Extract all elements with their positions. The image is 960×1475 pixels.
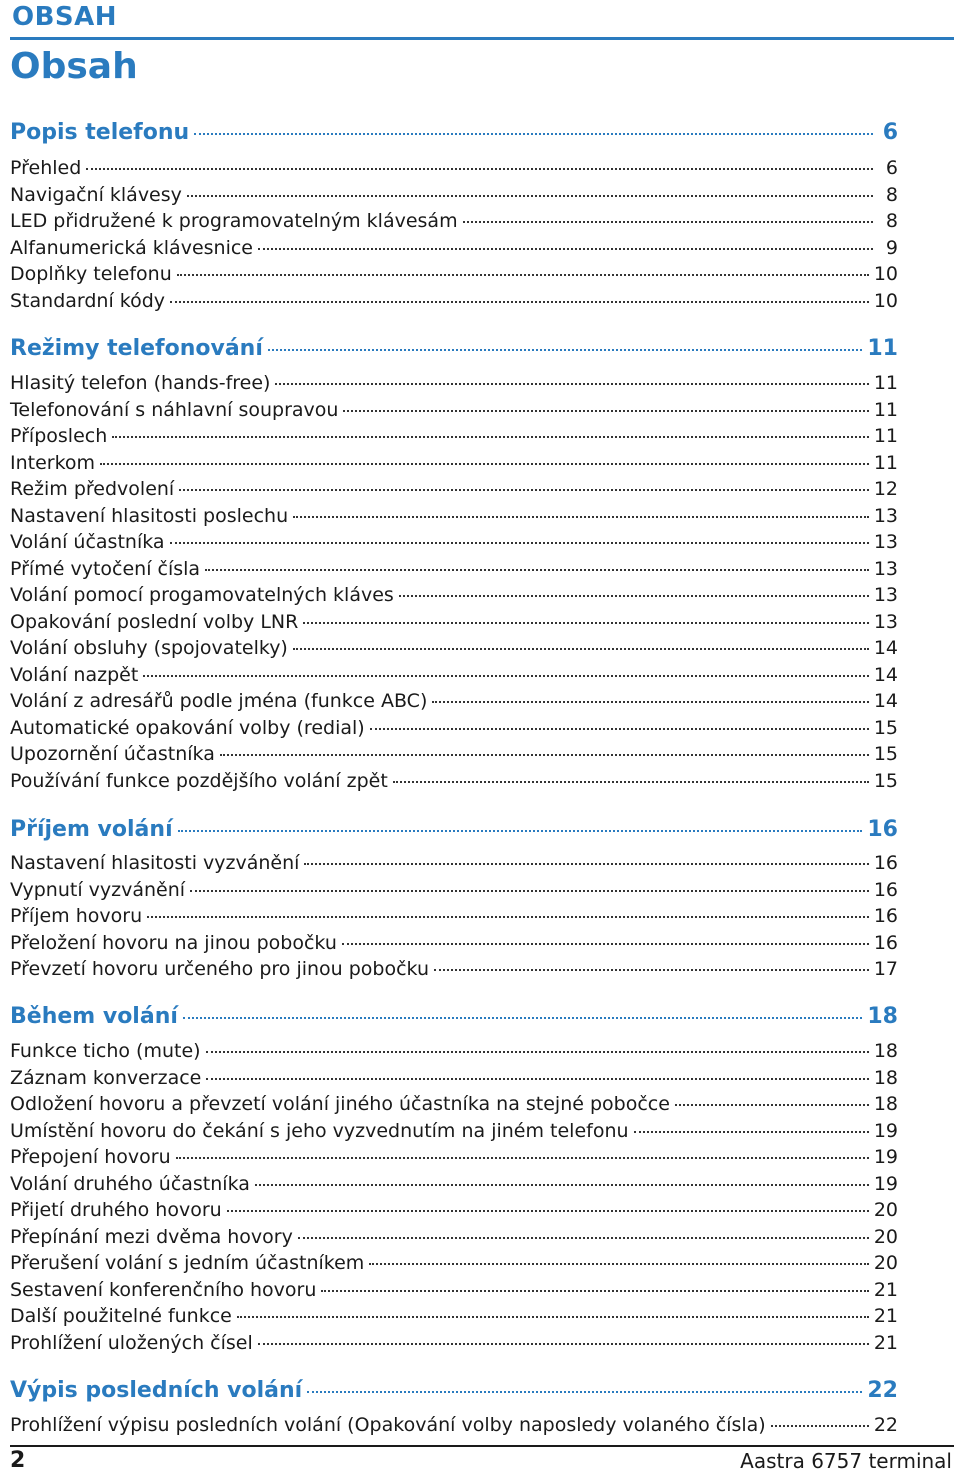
toc-leader-dots — [237, 1316, 869, 1318]
toc-entry-page: 10 — [873, 289, 898, 312]
toc-entry-label: LED přidružené k programovatelným klávesám — [10, 210, 458, 232]
toc-entry-page: 6 — [885, 157, 898, 179]
toc-section[interactable] — [10, 1002, 898, 1032]
toc-section[interactable] — [10, 118, 898, 148]
toc-entry-page: 16 — [873, 931, 898, 954]
toc-entry-page: 20 — [873, 1199, 898, 1221]
toc-entry-label: Přehled — [10, 157, 82, 179]
toc-entry[interactable] — [10, 768, 898, 794]
toc-leader-dots — [220, 754, 869, 756]
toc-entry[interactable] — [10, 1091, 898, 1117]
toc-entry-page: 16 — [873, 878, 898, 901]
toc-entry[interactable] — [10, 1197, 898, 1223]
toc-leader-dots — [432, 701, 868, 703]
toc-leader-dots — [675, 1104, 869, 1106]
header-title: OBSAH — [12, 2, 118, 32]
toc-entry-page: 13 — [873, 531, 898, 553]
toc-entry-label: Automatické opakování volby (redial) — [10, 716, 365, 739]
toc-entry-page: 11 — [873, 425, 898, 447]
toc-entry[interactable] — [10, 1330, 898, 1356]
toc-entry[interactable] — [10, 582, 898, 608]
toc-entry[interactable] — [10, 370, 898, 396]
toc-leader-dots — [393, 781, 869, 783]
toc-entry-label: Navigační klávesy — [10, 183, 182, 206]
toc-entry-label: Režim předvolení — [10, 478, 175, 500]
toc-leader-dots — [206, 1078, 868, 1080]
toc-leader-dots — [176, 1157, 869, 1159]
toc-leader-dots — [255, 1184, 869, 1186]
toc-entry-page: 15 — [873, 716, 898, 739]
toc-entry[interactable] — [10, 423, 898, 449]
toc-entry-page: 21 — [873, 1305, 898, 1327]
toc-entry-label: Nastavení hlasitosti vyzvánění — [10, 852, 300, 874]
footer-brand: Aastra 6757 terminal — [740, 1449, 952, 1473]
toc-entry[interactable] — [10, 1224, 898, 1250]
toc-section-title: Popis telefonu — [10, 120, 190, 145]
toc-entry-label: Převzetí hovoru určeného pro jinou pobočku — [10, 958, 430, 980]
toc-entry[interactable] — [10, 261, 898, 287]
toc-entry-label: Funkce ticho (mute) — [10, 1040, 201, 1062]
toc-entry-page: 15 — [873, 769, 898, 792]
toc-entry-page: 10 — [873, 263, 898, 285]
footer-page-number: 2 — [10, 1448, 26, 1473]
toc-section-page: 16 — [867, 817, 898, 842]
toc-leader-dots — [321, 1290, 868, 1292]
toc-entry[interactable] — [10, 182, 898, 208]
page-title: Obsah — [10, 46, 138, 87]
toc-leader-dots — [258, 248, 873, 250]
toc-entry[interactable] — [10, 850, 898, 876]
toc-entry-label: Přijetí druhého hovoru — [10, 1199, 222, 1221]
toc-section-page: 18 — [867, 1004, 898, 1029]
toc-leader-dots — [177, 274, 869, 276]
toc-leader-dots — [179, 489, 869, 491]
toc-entry[interactable] — [10, 662, 898, 688]
toc-entry[interactable] — [10, 1303, 898, 1329]
toc-leader-dots — [147, 916, 869, 918]
toc-section-page: 11 — [867, 336, 898, 361]
toc-entry[interactable] — [10, 1065, 898, 1091]
toc-leader-dots — [463, 221, 873, 223]
toc-leader-dots — [143, 675, 869, 677]
toc-section-title: Během volání — [10, 1004, 178, 1029]
toc-leader-dots — [275, 383, 868, 385]
toc-entry-page: 8 — [885, 183, 898, 206]
toc-entry-page: 12 — [873, 478, 898, 500]
toc-entry-page: 9 — [885, 236, 898, 259]
toc-section-page: 6 — [882, 120, 898, 145]
toc-leader-dots — [170, 301, 869, 303]
toc-entry-label: Prohlížení výpisu posledních volání (Opakování volby naposledy volaného čísla) — [10, 1414, 766, 1436]
toc-entry-label: Telefonování s náhlavní soupravou — [10, 398, 339, 421]
toc-leader-dots — [304, 863, 868, 865]
toc-entry-page: 20 — [873, 1225, 898, 1248]
toc-leader-dots — [307, 1391, 862, 1393]
toc-leader-dots — [343, 410, 868, 412]
toc-entry[interactable] — [10, 741, 898, 767]
toc-entry[interactable] — [10, 155, 898, 181]
toc-leader-dots — [86, 168, 873, 170]
toc-entry-label: Upozornění účastníka — [10, 743, 215, 765]
toc-entry[interactable] — [10, 609, 898, 635]
toc-entry-page: 18 — [873, 1040, 898, 1062]
toc-entry-page: 8 — [885, 210, 898, 232]
toc-leader-dots — [183, 1017, 862, 1019]
toc-entry[interactable] — [10, 715, 898, 741]
toc-leader-dots — [268, 349, 862, 351]
toc-entry-label: Prohlížení uložených čísel — [10, 1331, 253, 1354]
toc-leader-dots — [100, 463, 869, 465]
toc-entry[interactable] — [10, 1118, 898, 1144]
toc-leader-dots — [178, 830, 863, 832]
toc-entry-label: Záznam konverzace — [10, 1066, 202, 1089]
toc-leader-dots — [434, 969, 869, 971]
toc-entry-label: Volání druhého účastníka — [10, 1172, 250, 1195]
toc-entry-label: Příposlech — [10, 425, 108, 447]
header-bar — [10, 0, 954, 40]
toc-leader-dots — [399, 595, 869, 597]
toc-entry-label: Sestavení konferenčního hovoru — [10, 1278, 317, 1301]
toc-leader-dots — [369, 1263, 868, 1265]
toc-entry[interactable] — [10, 476, 898, 502]
toc-entry-page: 19 — [873, 1119, 898, 1142]
toc-entry-page: 22 — [873, 1414, 898, 1436]
toc-entry-page: 19 — [873, 1172, 898, 1195]
toc-section[interactable] — [10, 815, 898, 845]
toc-entry-page: 18 — [873, 1093, 898, 1115]
toc-entry-label: Alfanumerická klávesnice — [10, 236, 253, 259]
toc-entry-page: 20 — [873, 1252, 898, 1274]
toc-entry[interactable] — [10, 503, 898, 529]
toc-entry-page: 21 — [873, 1331, 898, 1354]
toc-section-title: Režimy telefonování — [10, 336, 263, 361]
toc-section[interactable] — [10, 1376, 898, 1406]
toc-entry-label: Volání účastníka — [10, 531, 165, 553]
toc-entry-label: Přerušení volání s jedním účastníkem — [10, 1252, 365, 1274]
toc-section-title: Příjem volání — [10, 817, 173, 842]
toc-entry-page: 14 — [873, 663, 898, 686]
toc-entry[interactable] — [10, 1412, 898, 1438]
toc-entry[interactable] — [10, 1171, 898, 1197]
toc-entry-page: 11 — [873, 398, 898, 421]
toc-entry-label: Umístění hovoru do čekání s jeho vyzvednutím na jiném telefonu — [10, 1119, 629, 1142]
toc-entry-page: 14 — [873, 637, 898, 659]
toc-leader-dots — [190, 890, 869, 892]
toc-entry-label: Hlasitý telefon (hands-free) — [10, 372, 271, 394]
toc-entry-label: Odložení hovoru a převzetí volání jiného účastníka na stejné pobočce — [10, 1093, 670, 1115]
toc-entry-label: Opakování poslední volby LNR — [10, 610, 299, 633]
toc-entry-label: Doplňky telefonu — [10, 263, 172, 285]
toc-entry-label: Nastavení hlasitosti poslechu — [10, 504, 289, 527]
toc-entry-label: Standardní kódy — [10, 289, 166, 312]
toc-entry-label: Přímé vytočení čísla — [10, 557, 201, 580]
footer-divider — [10, 1445, 954, 1447]
toc-entry-page: 13 — [873, 504, 898, 527]
toc-entry-page: 13 — [873, 557, 898, 580]
toc-leader-dots — [112, 436, 869, 438]
toc-entry[interactable] — [10, 235, 898, 261]
toc-entry-page: 16 — [873, 852, 898, 874]
toc-section-title: Výpis posledních volání — [10, 1378, 303, 1403]
toc-entry-page: 14 — [873, 690, 898, 712]
toc-entry[interactable] — [10, 688, 898, 714]
toc-leader-dots — [170, 542, 869, 544]
toc-entry-label: Přepojení hovoru — [10, 1146, 171, 1168]
toc-leader-dots — [634, 1131, 869, 1133]
toc-entry-label: Příjem hovoru — [10, 905, 143, 927]
toc-leader-dots — [205, 569, 869, 571]
toc-section[interactable] — [10, 334, 898, 364]
toc-entry-page: 15 — [873, 743, 898, 765]
toc-entry-label: Volání z adresářů podle jména (funkce ABC) — [10, 690, 428, 712]
toc-entry[interactable] — [10, 397, 898, 423]
toc-entry-page: 11 — [873, 451, 898, 474]
toc-entry[interactable] — [10, 1250, 898, 1276]
toc-entry[interactable] — [10, 450, 898, 476]
toc-entry[interactable] — [10, 1277, 898, 1303]
toc-leader-dots — [227, 1210, 869, 1212]
toc-entry[interactable] — [10, 288, 898, 314]
toc-entry-label: Volání obsluhy (spojovatelky) — [10, 637, 288, 659]
toc-entry-label: Interkom — [10, 451, 96, 474]
toc-entry-label: Vypnutí vyzvánění — [10, 878, 186, 901]
toc-leader-dots — [187, 195, 873, 197]
toc-section-page: 22 — [867, 1378, 898, 1403]
toc-entry-page: 13 — [873, 610, 898, 633]
toc-entry[interactable] — [10, 1038, 898, 1064]
toc-leader-dots — [342, 943, 869, 945]
toc-entry-label: Další použitelné funkce — [10, 1305, 232, 1327]
toc-entry[interactable] — [10, 877, 898, 903]
toc-entry-label: Volání nazpět — [10, 663, 139, 686]
toc-entry[interactable] — [10, 930, 898, 956]
toc-entry[interactable] — [10, 956, 898, 982]
toc-leader-dots — [771, 1425, 869, 1427]
toc-entry[interactable] — [10, 903, 898, 929]
toc-entry-label: Přeložení hovoru na jinou pobočku — [10, 931, 337, 954]
toc-leader-dots — [258, 1343, 869, 1345]
toc-leader-dots — [370, 728, 869, 730]
toc-entry-page: 16 — [873, 905, 898, 927]
toc-entry-page: 13 — [873, 584, 898, 606]
toc-entry[interactable] — [10, 208, 898, 234]
toc-leader-dots — [303, 622, 868, 624]
toc-leader-dots — [206, 1051, 869, 1053]
toc-entry[interactable] — [10, 529, 898, 555]
toc-entry-page: 18 — [873, 1066, 898, 1089]
toc-entry-page: 11 — [873, 372, 898, 394]
toc-leader-dots — [298, 1237, 869, 1239]
toc-entry-page: 17 — [873, 958, 898, 980]
toc-entry-page: 21 — [873, 1278, 898, 1301]
toc-leader-dots — [293, 516, 869, 518]
toc-entry[interactable] — [10, 635, 898, 661]
toc-entry-label: Používání funkce pozdějšího volání zpět — [10, 769, 388, 792]
toc-leader-dots — [293, 648, 869, 650]
toc-entry-page: 19 — [873, 1146, 898, 1168]
toc-leader-dots — [194, 133, 873, 135]
toc-entry-label: Přepínání mezi dvěma hovory — [10, 1225, 293, 1248]
toc-entry-label: Volání pomocí progamovatelných kláves — [10, 584, 394, 606]
toc-entry[interactable] — [10, 1144, 898, 1170]
toc-entry[interactable] — [10, 556, 898, 582]
